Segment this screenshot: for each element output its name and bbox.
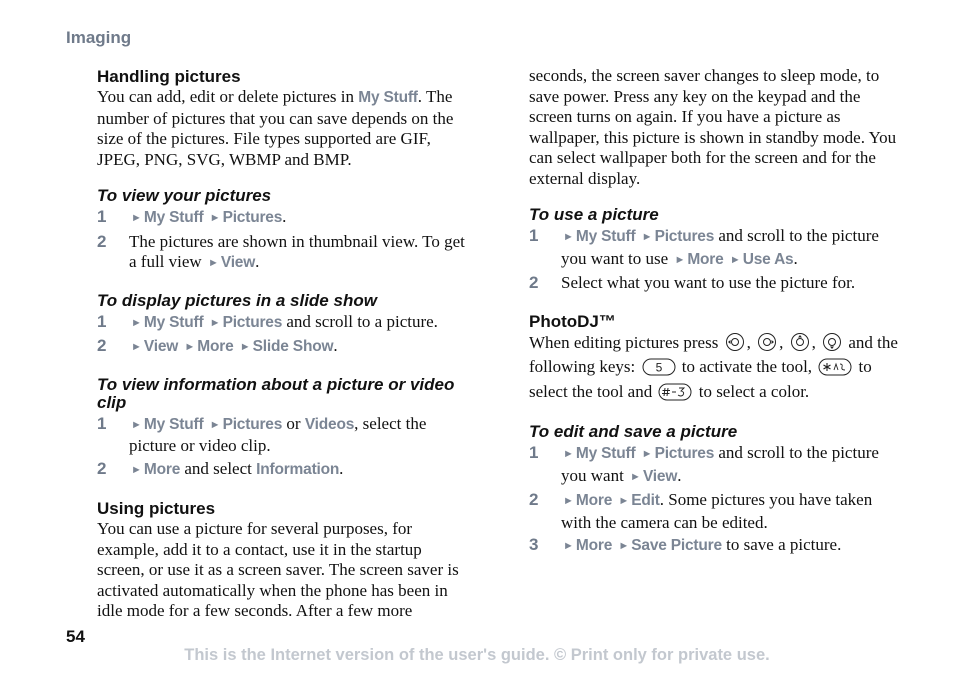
step-slide-2: 2 ► View ► More ► Slide Show. <box>97 336 338 355</box>
arrow-icon: ► <box>641 231 653 243</box>
step-edit-1: 1 ► My Stuff ► Pictures and scroll to the picture you want ► View. <box>529 443 879 485</box>
footer-notice: This is the Internet version of the user's guide. © Print only for private use. <box>184 646 770 664</box>
heading-using-pictures: Using pictures <box>97 499 216 518</box>
arrow-icon: ► <box>630 470 641 483</box>
step-info-1: 1 ► My Stuff ► Pictures or Videos, select the picture or video clip. <box>97 413 427 455</box>
arrow-icon: ► <box>209 316 221 329</box>
arrow-icon: ► <box>209 418 221 431</box>
arrow-icon: ► <box>131 341 142 353</box>
arrow-icon: ► <box>563 495 574 507</box>
arrow-icon: ► <box>674 253 686 266</box>
nav-key-left-icon <box>725 332 745 358</box>
photodj-paragraph: When editing pictures press , , , and the following keys: 5 to activate the tool, to select the tool and to select a color. <box>529 332 901 407</box>
arrow-icon: ► <box>131 463 142 476</box>
star-key-icon <box>818 358 852 382</box>
key-5-icon <box>642 358 676 382</box>
arrow-icon: ► <box>618 540 630 552</box>
step-number: 1 <box>97 413 107 433</box>
step-edit-3: 3 ► More ► Save Picture to save a picture. <box>529 535 842 554</box>
step-number: 1 <box>97 311 107 331</box>
using-paragraph: You can use a picture for several purposes, for example, add it to a contact, use it in the startup screen, or use it as a screen saver. The screen saver is activated automatically when the phone has been in idle mode for a few seconds. After a few more <box>97 519 459 620</box>
key-5-label: 5 <box>655 360 662 375</box>
arrow-icon: ► <box>207 257 219 269</box>
step-number: 1 <box>529 443 539 462</box>
step-view-2: 2 The pictures are shown in thumbnail view. To get a full view ► View. <box>97 231 465 271</box>
arrow-icon: ► <box>184 341 196 353</box>
step-use-1: 1 ► My Stuff ► Pictures and scroll to the picture you want to use ► More ► Use As. <box>529 226 879 268</box>
step-edit-2: 2 ► More ► Edit. Some pictures you have taken with the camera can be edited. <box>529 490 873 532</box>
arrow-icon: ► <box>563 448 574 460</box>
heading-use-picture: To use a picture <box>529 205 659 224</box>
arrow-icon: ► <box>131 212 142 224</box>
heading-handling-pictures: Handling pictures <box>97 67 241 86</box>
arrow-icon: ► <box>563 231 574 243</box>
arrow-icon: ► <box>618 495 630 507</box>
arrow-icon: ► <box>131 316 142 329</box>
handling-paragraph: You can add, edit or delete pictures in My Stuff. The number of pictures that you can save depends on the size of the pictures. File types supported are GIF, JPEG, PNG, SVG, WBMP and BMP. <box>97 87 454 169</box>
heading-view-information: To view information about a picture or video clip <box>97 374 455 412</box>
page-number: 54 <box>66 627 85 646</box>
arrow-icon: ► <box>239 341 251 353</box>
step-use-2: 2 Select what you want to use the picture for. <box>529 273 856 292</box>
nav-key-up-icon <box>790 332 810 358</box>
step-number: 2 <box>529 273 539 292</box>
nav-key-down-icon <box>822 332 842 358</box>
step-slide-1: 1 ► My Stuff ► Pictures and scroll to a picture. <box>97 311 438 331</box>
heading-photodj: PhotoDJ™ <box>529 311 616 331</box>
step-view-1: 1 ► My Stuff ► Pictures. <box>97 207 287 226</box>
heading-view-pictures: To view your pictures <box>97 186 272 205</box>
arrow-icon: ► <box>729 253 741 266</box>
arrow-icon: ► <box>131 418 142 431</box>
hash-key-icon <box>658 383 692 407</box>
step-number: 2 <box>97 458 107 478</box>
step-number: 2 <box>97 336 107 355</box>
heading-slide-show: To display pictures in a slide show <box>97 290 377 310</box>
right-column <box>529 66 901 558</box>
step-number: 1 <box>529 226 539 245</box>
step-number: 2 <box>529 490 539 509</box>
step-info-2: 2 ► More and select Information. <box>97 458 344 478</box>
ui-my-stuff: My Stuff <box>358 89 418 106</box>
heading-edit-save: To edit and save a picture <box>529 422 738 441</box>
arrow-icon: ► <box>641 448 653 460</box>
step-number: 3 <box>529 535 539 554</box>
left-column <box>97 66 469 622</box>
section-header: Imaging <box>66 28 132 47</box>
using-paragraph-continued: seconds, the screen saver changes to sleep mode, to save power. Press any key on the keypad and the screen turns on again. If you have a picture as wallpaper, this picture is shown in standby mode. You can select wallpaper both for the screen and for the external display. <box>529 66 897 188</box>
arrow-icon: ► <box>209 212 221 224</box>
nav-key-right-icon <box>757 332 777 358</box>
step-number: 2 <box>97 231 107 251</box>
arrow-icon: ► <box>563 540 574 552</box>
step-number: 1 <box>97 207 107 226</box>
